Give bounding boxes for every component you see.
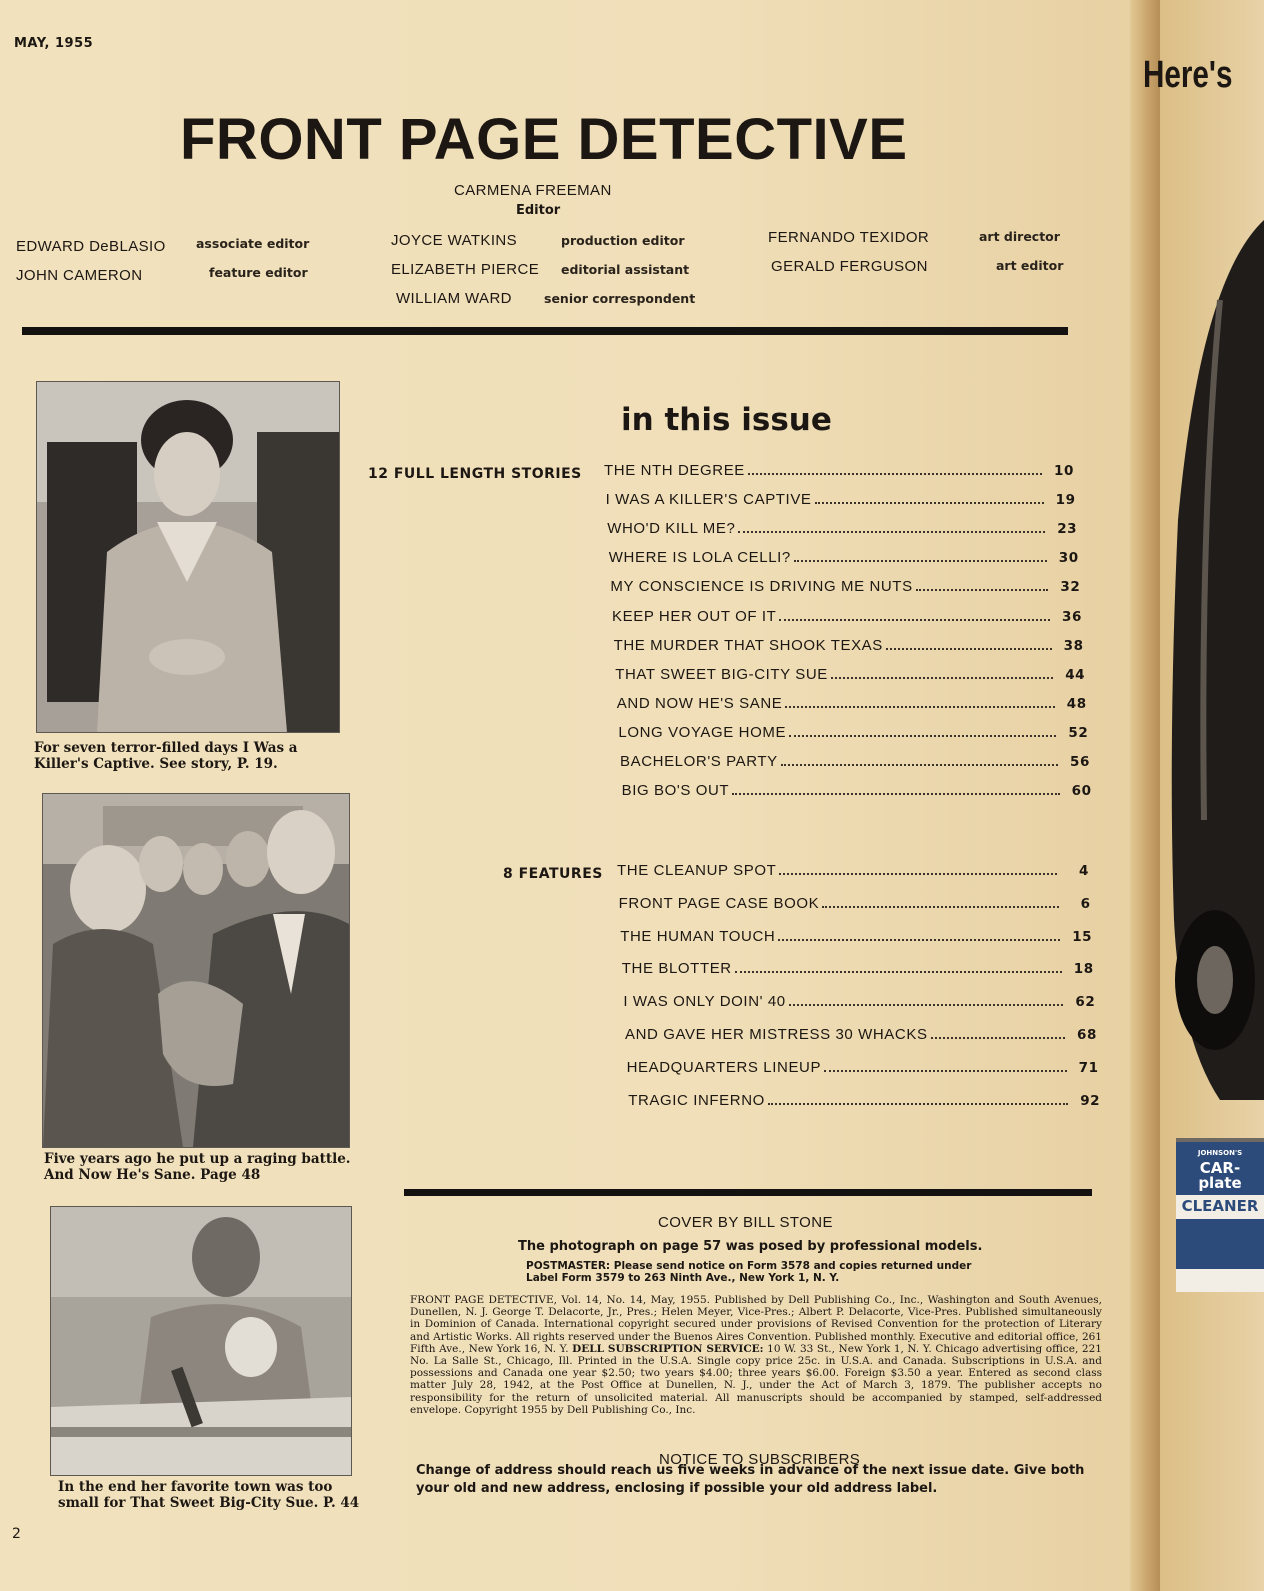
can-band: [1176, 1219, 1264, 1269]
page-gutter: [1130, 0, 1160, 1591]
toc-page-number: 52: [1068, 724, 1089, 741]
toc-entry: [620, 753, 1090, 770]
toc-title: BACHELOR'S PARTY: [620, 753, 778, 770]
page-number: 2: [12, 1526, 21, 1542]
toc-entry: [606, 491, 1076, 508]
staff-role: editorial assistant: [561, 262, 690, 277]
photo-caption: For seven terror-filled days I Was a Killer's Captive. See story, P. 19.: [34, 740, 298, 772]
toc-entry: [604, 462, 1074, 479]
staff-name: JOHN CAMERON: [16, 267, 143, 284]
toc-page-number: 6: [1080, 895, 1091, 912]
photo-caption: In the end her favorite town was too small for That Sweet Big-City Sue. P. 44: [58, 1479, 360, 1511]
dot-leader: [748, 473, 1042, 475]
toc-page-number: 60: [1071, 783, 1092, 800]
toc-page-number: 32: [1060, 579, 1081, 596]
staff-name: ELIZABETH PIERCE: [391, 261, 540, 278]
subscription-service-label: DELL SUBSCRIPTION SERVICE:: [572, 1342, 764, 1355]
toc-title: MY CONSCIENCE IS DRIVING ME NUTS: [610, 578, 913, 596]
toc-entry: [607, 520, 1077, 537]
dot-leader: [794, 560, 1047, 562]
contents-footer-divider: [404, 1189, 1092, 1196]
ad-cleaner-can: [1176, 1138, 1264, 1292]
notice-text: Change of address should reach us five weeks in advance of the next issue date. Give both your old and new address, enclosing if possible your old address label.: [416, 1463, 1085, 1496]
toc-entry: [620, 928, 1092, 945]
dot-leader: [781, 764, 1058, 766]
toc-entry: [619, 895, 1091, 912]
staff-name: EDWARD DeBLASIO: [16, 238, 166, 255]
staff-name: GERALD FERGUSON: [771, 258, 928, 275]
dot-leader: [779, 619, 1050, 621]
ad-headline-fragment: Here's: [1143, 54, 1233, 96]
can-brand: JOHNSON'S: [1197, 1149, 1243, 1157]
can-label: CLEANER: [1176, 1195, 1264, 1215]
dot-leader: [768, 1103, 1068, 1105]
toc-entry: [610, 578, 1080, 595]
toc-page-number: 36: [1062, 608, 1082, 625]
toc-page-number: 19: [1055, 492, 1076, 509]
dot-leader: [789, 735, 1056, 737]
toc-entry: [623, 993, 1095, 1010]
toc-entry: [612, 608, 1082, 625]
posed-note: The photograph on page 57 was posed by professional models.: [518, 1239, 983, 1254]
toc-title: FRONT PAGE CASE BOOK: [618, 894, 820, 912]
toc-entry: [627, 1059, 1099, 1076]
dot-leader: [785, 706, 1054, 708]
dot-leader: [931, 1037, 1065, 1039]
toc-page-number: 56: [1070, 754, 1090, 770]
toc-title: KEEP HER OUT OF IT: [612, 607, 777, 625]
toc-title: TRAGIC INFERNO: [628, 1091, 765, 1109]
toc-entry: [614, 637, 1084, 654]
editor-role: Editor: [516, 203, 561, 218]
adjacent-page: [1143, 0, 1264, 1591]
magazine-title: FRONT PAGE DETECTIVE: [180, 107, 908, 172]
toc-title: THE HUMAN TOUCH: [620, 927, 776, 945]
postmaster-notice: POSTMASTER: Please send notice on Form 3578 and copies returned under Label Form 3579 to 263 Ninth Ave., New York 1, N. Y.: [526, 1260, 972, 1284]
photo-man-bound: [50, 1206, 352, 1476]
toc-page-number: 92: [1080, 1092, 1101, 1109]
staff-role: art editor: [996, 258, 1064, 273]
dot-leader: [735, 971, 1062, 973]
dot-leader: [831, 677, 1053, 679]
photo-men-arrest: [42, 793, 350, 1148]
toc-page-number: 62: [1075, 994, 1096, 1011]
toc-title: THE MURDER THAT SHOOK TEXAS: [613, 636, 883, 654]
dot-leader: [738, 531, 1045, 533]
staff-name: WILLIAM WARD: [396, 290, 512, 307]
can-label: plate: [1198, 1174, 1242, 1192]
dot-leader: [916, 589, 1049, 591]
photo-woman-captive: [36, 381, 340, 733]
legal-text: 10 W. 33 St., New York 1, N. Y. Chicago advertising office, 221 No. La Salle St., Chicago, Ill. Printed in the U.S.A. Single copy price 25c. in U.S.A. and Canada. Subscriptions in U.S.A. and possessions and Canada one year $2.50; two years $4.00; three years $6.00. Foreign $3.50 a year. Entered as second class matter July 28, 1942, at the Post Office at Dunellen, N. J., under the Act of March 3, 1879. The publisher accepts no responsibility for the return of unsolicited material. All manuscripts should be accompanied by stamped, self-addressed envelope. Copyright 1955 by Dell Publishing Co., Inc.: [410, 1342, 1102, 1416]
staff-role: art director: [979, 229, 1060, 244]
toc-entry: [615, 666, 1085, 683]
stories-section-label: 12 FULL LENGTH STORIES: [368, 466, 582, 482]
editor-name: CARMENA FREEMAN: [454, 182, 612, 199]
toc-page-number: 38: [1063, 637, 1084, 654]
contents-heading: in this issue: [621, 402, 832, 438]
toc-page-number: 15: [1072, 928, 1093, 945]
toc-entry: [617, 695, 1087, 712]
dot-leader: [824, 1070, 1067, 1072]
toc-title: AND NOW HE'S SANE: [616, 694, 783, 712]
dot-leader: [886, 648, 1052, 650]
staff-name: JOYCE WATKINS: [391, 232, 518, 249]
toc-page-number: 44: [1065, 666, 1086, 683]
toc-page-number: 10: [1054, 463, 1074, 479]
toc-title: THE CLEANUP SPOT: [617, 862, 777, 879]
toc-title: I WAS A KILLER'S CAPTIVE: [605, 491, 812, 509]
dot-leader: [779, 873, 1057, 875]
notice-title: NOTICE TO SUBSCRIBERS: [659, 1451, 861, 1468]
toc-entry: [617, 862, 1089, 879]
dot-leader: [778, 939, 1060, 941]
toc-page-number: 71: [1078, 1059, 1099, 1076]
dot-leader: [815, 502, 1044, 504]
dot-leader: [732, 793, 1059, 795]
toc-page-number: 4: [1079, 863, 1089, 879]
toc-entry: [609, 549, 1079, 566]
toc-page-number: 30: [1058, 550, 1079, 567]
toc-page-number: 68: [1077, 1027, 1097, 1043]
ad-car-illustration: [1160, 220, 1264, 1100]
toc-entry: [618, 724, 1088, 741]
features-section-label: 8 FEATURES: [503, 866, 603, 882]
staff-role: associate editor: [196, 236, 310, 251]
issue-date: MAY, 1955: [14, 36, 94, 51]
toc-entry: [622, 782, 1092, 799]
toc-title: WHERE IS LOLA CELLI?: [608, 549, 791, 567]
toc-title: LONG VOYAGE HOME: [618, 723, 787, 741]
toc-title: BIG BO'S OUT: [621, 782, 730, 800]
staff-role: production editor: [561, 233, 685, 248]
toc-entry: [625, 1026, 1097, 1043]
staff-role: feature editor: [209, 265, 308, 280]
can-label: CAR-: [1199, 1159, 1241, 1177]
dot-leader: [822, 906, 1058, 908]
staff-name: FERNANDO TEXIDOR: [768, 229, 930, 246]
masthead-divider: [22, 327, 1068, 335]
dot-leader: [789, 1004, 1064, 1006]
toc-entry: [628, 1092, 1100, 1109]
toc-page-number: 18: [1073, 961, 1094, 978]
toc-title: I WAS ONLY DOIN' 40: [623, 993, 786, 1011]
cover-credit: COVER BY BILL STONE: [658, 1214, 833, 1231]
toc-page-number: 48: [1066, 695, 1087, 712]
toc-page-number: 23: [1057, 521, 1078, 538]
toc-entry: [622, 960, 1094, 977]
toc-title: WHO'D KILL ME?: [607, 520, 736, 538]
publication-statement: [410, 1294, 1102, 1416]
toc-title: HEADQUARTERS LINEUP: [626, 1058, 822, 1076]
toc-title: THE BLOTTER: [621, 960, 732, 978]
photo-caption: Five years ago he put up a raging battle. And Now He's Sane. Page 48: [44, 1151, 351, 1183]
toc-title: AND GAVE HER MISTRESS 30 WHACKS: [625, 1026, 928, 1043]
toc-title: THAT SWEET BIG-CITY SUE: [615, 665, 828, 683]
staff-role: senior correspondent: [544, 291, 696, 306]
legal-text: FRONT PAGE DETECTIVE, Vol. 14, No. 14, May, 1955. Published by Dell Publishing Co., Inc., Washington and South Avenues, Dunellen, N. J. George T. Delacorte, Jr., Pres.; Helen Meyer, Vice-Pres.; Albert P. Delacorte, Vice-Pres. Published simultaneously in Dominion of Canada. International copyright secured under provisions of Revised Convention for the protection of Literary and Artistic Works. All rights reserved under the Buenos Aires Convention. Published monthly. Executive and editorial office, 261 Fifth Ave., New York 16, N. Y.: [410, 1294, 1102, 1355]
toc-title: THE NTH DEGREE: [604, 462, 745, 479]
